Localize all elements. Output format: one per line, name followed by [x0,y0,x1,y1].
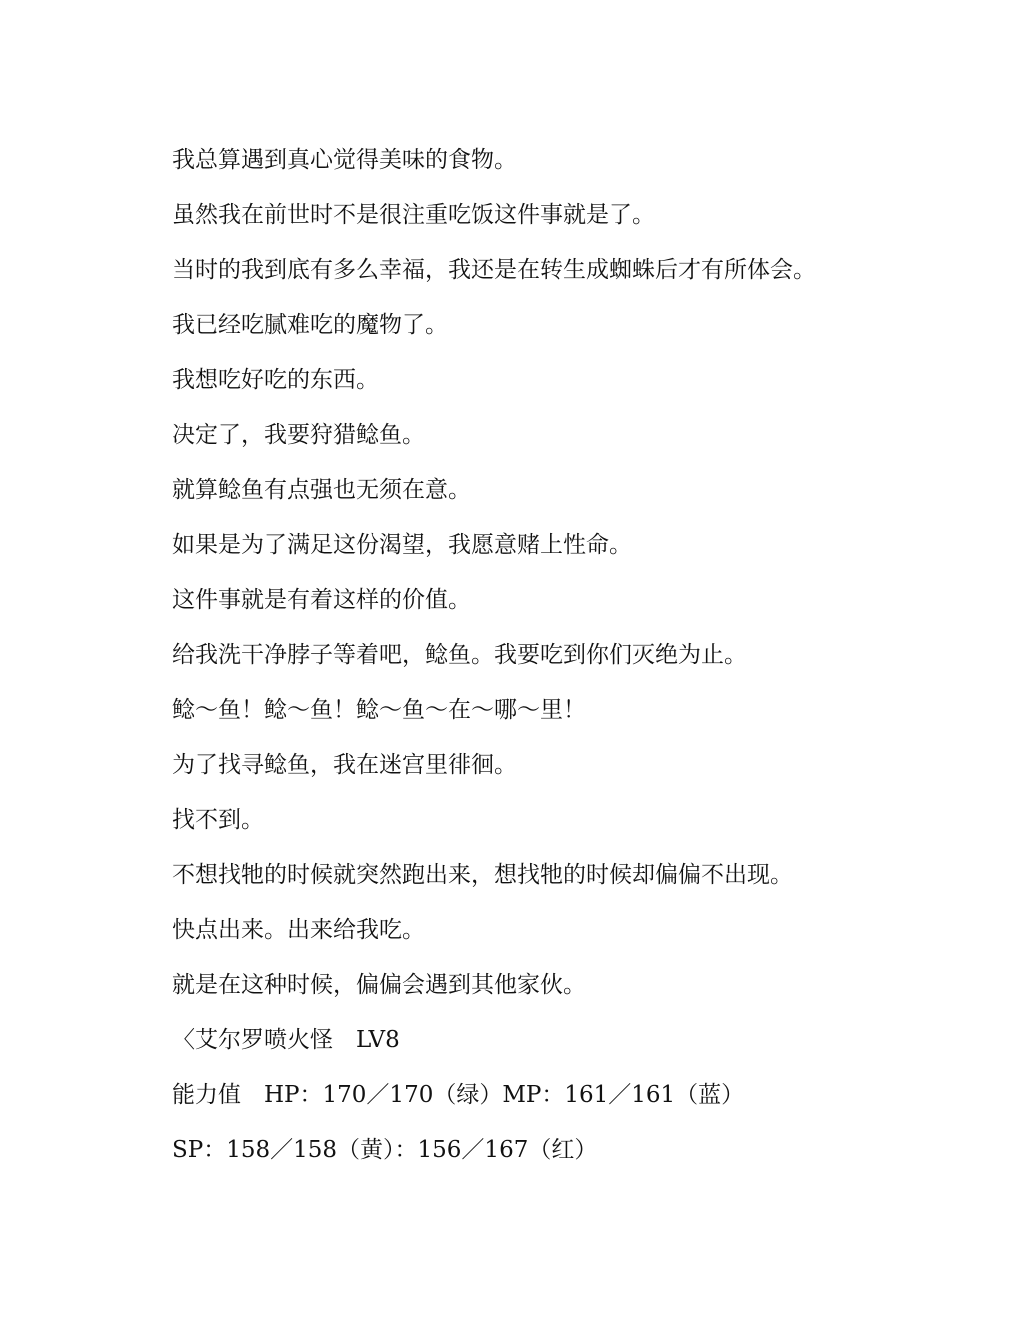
text-line: 为了找寻鲶鱼，我在迷宫里徘徊。 [172,752,517,778]
document-body [172,140,952,1185]
text-line: 快点出来。出来给我吃。 [172,917,425,943]
text-line: 给我洗干净脖子等着吧，鲶鱼。我要吃到你们灭绝为止。 [172,642,747,668]
text-line: 决定了，我要狩猎鲶鱼。 [172,422,425,448]
text-line: 这件事就是有着这样的价值。 [172,587,471,613]
text-line: 我想吃好吃的东西。 [172,367,379,393]
text-line: 就算鲶鱼有点强也无须在意。 [172,477,471,503]
text-line: 虽然我在前世时不是很注重吃饭这件事就是了。 [172,202,655,228]
text-line: 我总算遇到真心觉得美味的食物。 [172,147,517,173]
text-line: 如果是为了满足这份渴望，我愿意赌上性命。 [172,532,632,558]
status-header-line: 〈艾尔罗喷火怪 LV8 [172,1027,400,1053]
text-line: 找不到。 [172,807,264,833]
text-line: 我已经吃腻难吃的魔物了。 [172,312,448,338]
status-stats-line: SP：158／158（黄）：156／167（红） [172,1137,598,1163]
status-stats-line: 能力值 HP：170／170（绿）MP：161／161（蓝） [172,1082,745,1108]
text-line: 当时的我到底有多么幸福，我还是在转生成蜘蛛后才有所体会。 [172,257,816,283]
text-line: 鲶～鱼！鲶～鱼！鲶～鱼～在～哪～里！ [172,697,586,723]
text-line: 不想找牠的时候就突然跑出来，想找牠的时候却偏偏不出现。 [172,862,793,888]
text-line: 就是在这种时候，偏偏会遇到其他家伙。 [172,972,586,998]
